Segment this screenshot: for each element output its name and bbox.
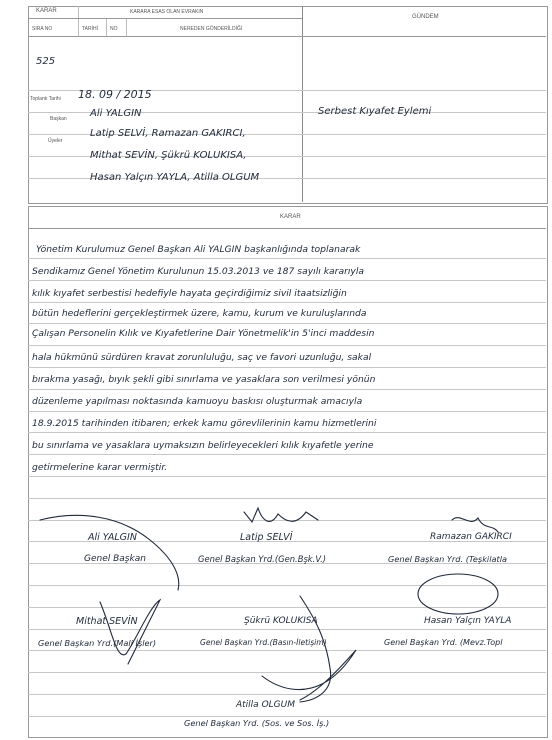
signature-mark: [40, 515, 179, 590]
signatory-name: Şükrü KOLUKISA: [244, 616, 318, 626]
col-karar-label: KARAR: [36, 8, 57, 14]
karar-no: 525: [36, 56, 56, 67]
signature-mark: [452, 518, 498, 532]
karar-line: hala hükmünü sürdüren kravat zorunluluğu, saç ve favori uzunluğu, sakal: [32, 352, 372, 363]
signatory-title: Genel Başkan Yrd.(Mali İşler): [38, 638, 157, 648]
karar-line: düzenleme yapılması noktasında kamuoyu baskısı oluşturmak amacıyla: [32, 396, 363, 407]
signatory-title: Genel Başkan Yrd. (Mevz.Topl: [384, 638, 503, 647]
col-nereden-label: NEREDEN GÖNDERİLDİĞİ: [180, 26, 243, 32]
karar-line: Yönetim Kurulumuz Genel Başkan Ali YALGIN başkanlığında toplanarak: [36, 244, 361, 255]
uyeler-line-2: Mithat SEVİN, Şükrü KOLUKISA,: [90, 150, 247, 161]
col-no-label: NO: [110, 26, 118, 32]
col-sira-label: SIRA NO: [32, 26, 53, 32]
signatory-name: Latip SELVİ: [240, 532, 293, 543]
col-gundem-label: GÜNDEM: [412, 14, 439, 20]
signatory-title: Genel Başkan: [84, 554, 146, 564]
karar-line: 18.9.2015 tarihinden itibaren; erkek kamu görevlilerinin kamu hizmetlerini: [32, 418, 377, 429]
toplanti-date: 18. 09 / 2015: [78, 88, 152, 101]
signature-mark: [262, 650, 356, 700]
toplanti-label: Toplantı Tarihi: [30, 96, 61, 102]
col-evrak-label: KARARA ESAS OLAN EVRAKIN: [130, 9, 204, 15]
signatory-name: Ali YALGIN: [88, 532, 137, 543]
signatory-name: Hasan Yalçın YAYLA: [424, 616, 512, 626]
uyeler-line-3: Hasan Yalçın YAYLA, Atilla OLGUM: [90, 172, 260, 183]
karar-line: kılık kıyafet serbestisi hedefiyle hayata geçirdiğimiz sivil itaatsizliğin: [32, 288, 347, 299]
karar-line: bırakma yasağı, bıyık şekli gibi sınırlama ve yasaklara son verilmesi yönün: [32, 374, 376, 385]
baskan-name: Ali YALGIN: [90, 108, 142, 119]
karar-line: bu sınırlama ve yasaklara uymaksızın belirleyecekleri kılık kıyafetle yerine: [32, 440, 374, 451]
karar-title: KARAR: [280, 214, 301, 220]
signature-mark: [244, 508, 318, 522]
signatory-title: Genel Başkan Yrd. (Sos. ve Sos. İş.): [184, 718, 330, 728]
signatory-name: Mithat SEVİN: [76, 616, 138, 627]
signatory-name: Atilla OLGUM: [236, 700, 295, 710]
signature-mark: [100, 600, 160, 664]
col-tarihi-label: TARİHİ: [82, 26, 99, 32]
karar-line: Sendikamız Genel Yönetim Kurulunun 15.03.2013 ve 187 sayılı kararıyla: [32, 266, 365, 277]
uyeler-label: Üyeler: [48, 138, 63, 144]
karar-line: getirmelerine karar vermiştir.: [32, 462, 168, 473]
signature-mark: [418, 574, 498, 614]
uyeler-line-1: Latip SELVİ, Ramazan GAKIRCI,: [90, 128, 246, 139]
signature-mark: [300, 596, 331, 702]
gundem-text: Serbest Kıyafet Eylemi: [318, 106, 432, 117]
signatory-title: Genel Başkan Yrd. (Teşkilatla: [388, 554, 508, 564]
baskan-label: Başkan: [50, 116, 67, 122]
karar-line: Çalışan Personelin Kılık ve Kıyafetlerine Dair Yönetmelik'in 5'inci maddesin: [32, 328, 375, 339]
signatory-title: Genel Başkan Yrd.(Gen.Bşk.V.): [198, 554, 327, 564]
signatory-name: Ramazan GAKIRCI: [430, 532, 512, 542]
karar-line: bütün hedeflerini gerçekleştirmek üzere, kamu, kurum ve kuruluşlarında: [32, 308, 367, 319]
signatory-title: Genel Başkan Yrd.(Basın-İletişim): [200, 638, 327, 647]
